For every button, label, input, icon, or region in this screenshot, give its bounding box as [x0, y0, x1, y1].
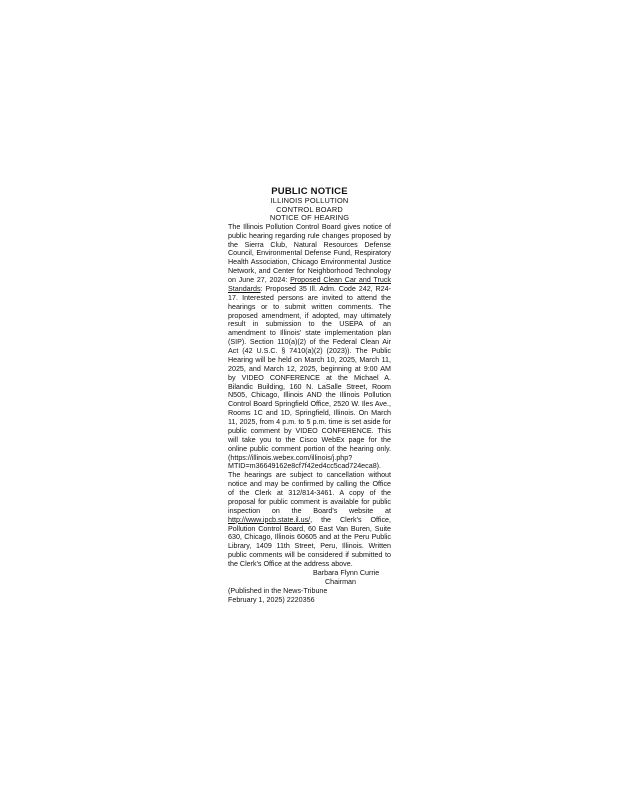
proposal-title-link: Proposed Clean Car and Truck Standards: [228, 276, 391, 293]
publication-line2: February 1, 2025) 2220356: [228, 595, 315, 604]
signer-title: Chairman: [325, 577, 356, 586]
board-website-link[interactable]: http://www.ipcb.state.il.us/: [228, 515, 311, 524]
signer-name: Barbara Flynn Currie: [313, 568, 380, 577]
agency-name-line2: CONTROL BOARD: [276, 204, 343, 214]
notice-heading: PUBLIC NOTICE: [271, 186, 348, 197]
notice-body-part3: , the Clerk's Office, Pollution Control Board, 60 East Van Buren, Suite 630, Chicago, Illinois 60605 and at the Peru Public Library, 1409 11th Street, Peru, Illinois. Written public comments will be considered if submitted to the Clerk's Office at the address above.: [228, 515, 391, 569]
public-notice: [228, 186, 391, 604]
notice-type: NOTICE OF HEARING: [269, 213, 350, 223]
publication-line1: (Published in the News-Tribune: [228, 586, 328, 595]
notice-body-part2: : Proposed 35 Ill. Adm. Code 242, R24-17. Interested persons are invited to attend the hearings or to submit written comments. The proposed amendment, if adopted, may ultimately result in submission to the USEPA of an amendment to Illinois' state implementation plan (SIP). Section 110(a)(2) of the Federal Clean Air Act (42 U.S.C. § 7410(a)(2) (2023)). The Public Hearing will be held on March 10, 2025, March 11, 2025, and March 12, 2025, beginning at 9:00 AM by VIDEO CONFERENCE at the Michael A. Bilandic Building, 160 N. LaSalle Street, Room N505, Chicago, Illinois AND the Illinois Pollution Control Board Springfield Office, 2520 W. Iles Ave., Rooms 1C and 1D, Springfield, Illinois. On March 11, 2025, from 4 p.m. to 5 p.m. time is set aside for public comment by VIDEO CONFERENCE. This will take you to the Cisco WebEx page for the online public comment portion of the hearing only. (https://illinois.webex.com/illinois/j.php?MTID=m36649162e8cf7f42ed4cc5cad724eca8). The hearings are subject to cancellation without notice and may be confirmed by calling the Office of the Clerk at 312/814-3461. A copy of the proposal for public comment is available for public inspection on the Board's website at: [228, 284, 391, 515]
notice-body-part1: The Illinois Pollution Control Board gives notice of public hearing regarding rule changes proposed by the Sierra Club, Natural Resources Defense Council, Environmental Defense Fund, Respiratory Health Association, Chicago Environmental Justice Network, and Center for Neighborhood Technology on June 27, 2024:: [228, 222, 391, 285]
agency-name-line1: ILLINOIS POLLUTION: [270, 196, 349, 205]
notice-body: [228, 223, 391, 569]
